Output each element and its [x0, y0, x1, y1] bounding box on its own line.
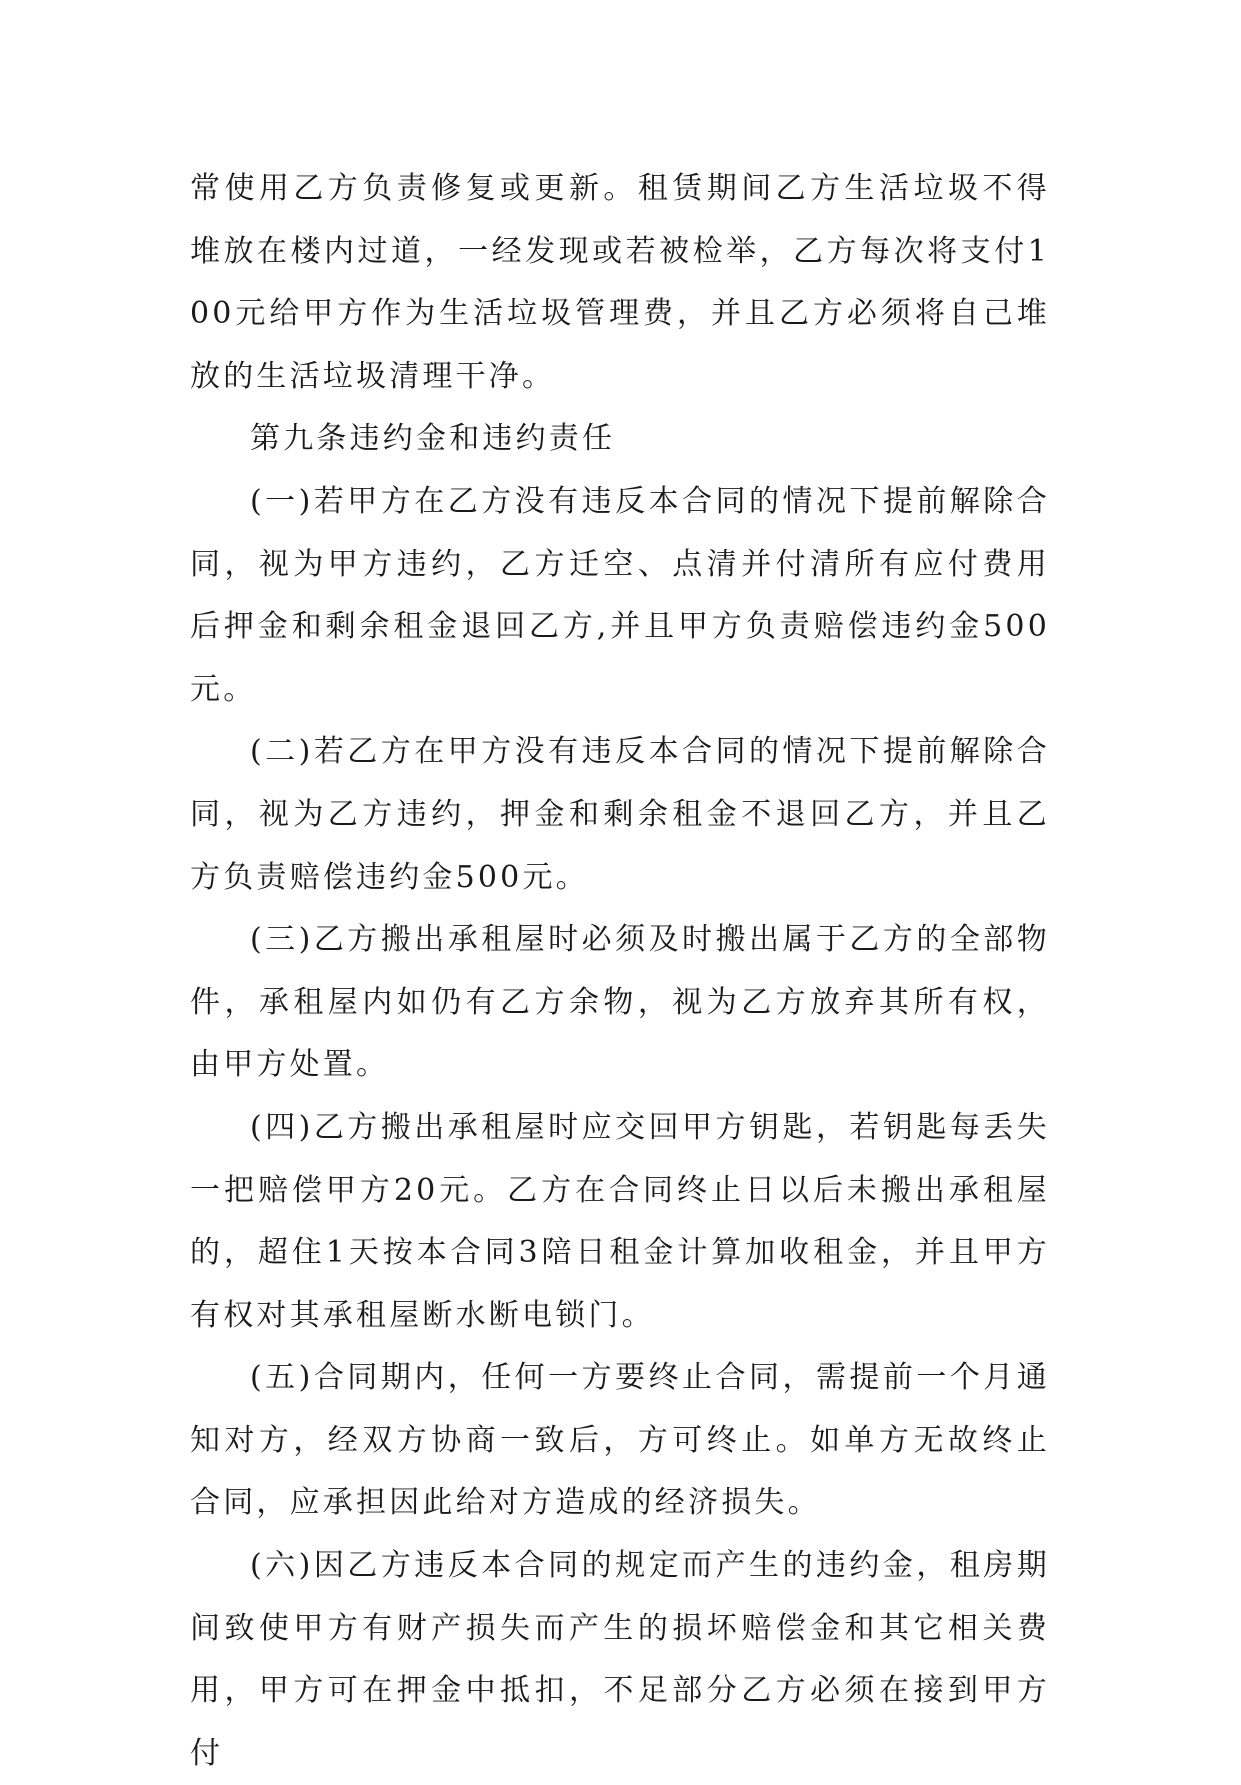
clause-6-deductions: (六)因乙方违反本合同的规定而产生的违约金，租房期间致使甲方有财产损失而产生的损坏赔偿金和其它相关费用，甲方可在押金中抵扣，不足部分乙方必须在接到甲方付 — [190, 1548, 1050, 1771]
contract-body — [190, 158, 1050, 1785]
paragraph-garbage-clause: 常使用乙方负责修复或更新。租赁期间乙方生活垃圾不得堆放在楼内过道，一经发现或若被检举，乙方每次将支付100元给甲方作为生活垃圾管理费，并且乙方必须将自己堆放的生活垃圾清理干净。 — [190, 171, 1050, 394]
clause-2-tenant-breach: (二)若乙方在甲方没有违反本合同的情况下提前解除合同，视为乙方违约，押金和剩余租金不退回乙方，并且乙方负责赔偿违约金500元。 — [190, 734, 1050, 895]
clause-1-landlord-breach: (一)若甲方在乙方没有违反本合同的情况下提前解除合同，视为甲方违约，乙方迁空、点清并付清所有应付费用后押金和剩余租金退回乙方,并且甲方负责赔偿违约金500元。 — [190, 483, 1050, 707]
clause-4-keys-overstay: (四)乙方搬出承租屋时应交回甲方钥匙，若钥匙每丢失一把赔偿甲方20元。乙方在合同终止日以后未搬出承租屋的，超住1天按本合同3陪日租金计算加收租金，并且甲方有权对其承租屋断水断电锁门。 — [190, 1109, 1050, 1333]
clause-5-early-termination: (五)合同期内，任何一方要终止合同，需提前一个月通知对方，经双方协商一致后，方可终止。如单方无故终止合同，应承担因此给对方造成的经济损失。 — [190, 1360, 1050, 1521]
clause-3-belongings: (三)乙方搬出承租屋时必须及时搬出属于乙方的全部物件，承租屋内如仍有乙方余物，视为乙方放弃其所有权，由甲方处置。 — [190, 922, 1050, 1083]
article-nine-heading: 第九条违约金和违约责任 — [250, 421, 616, 457]
